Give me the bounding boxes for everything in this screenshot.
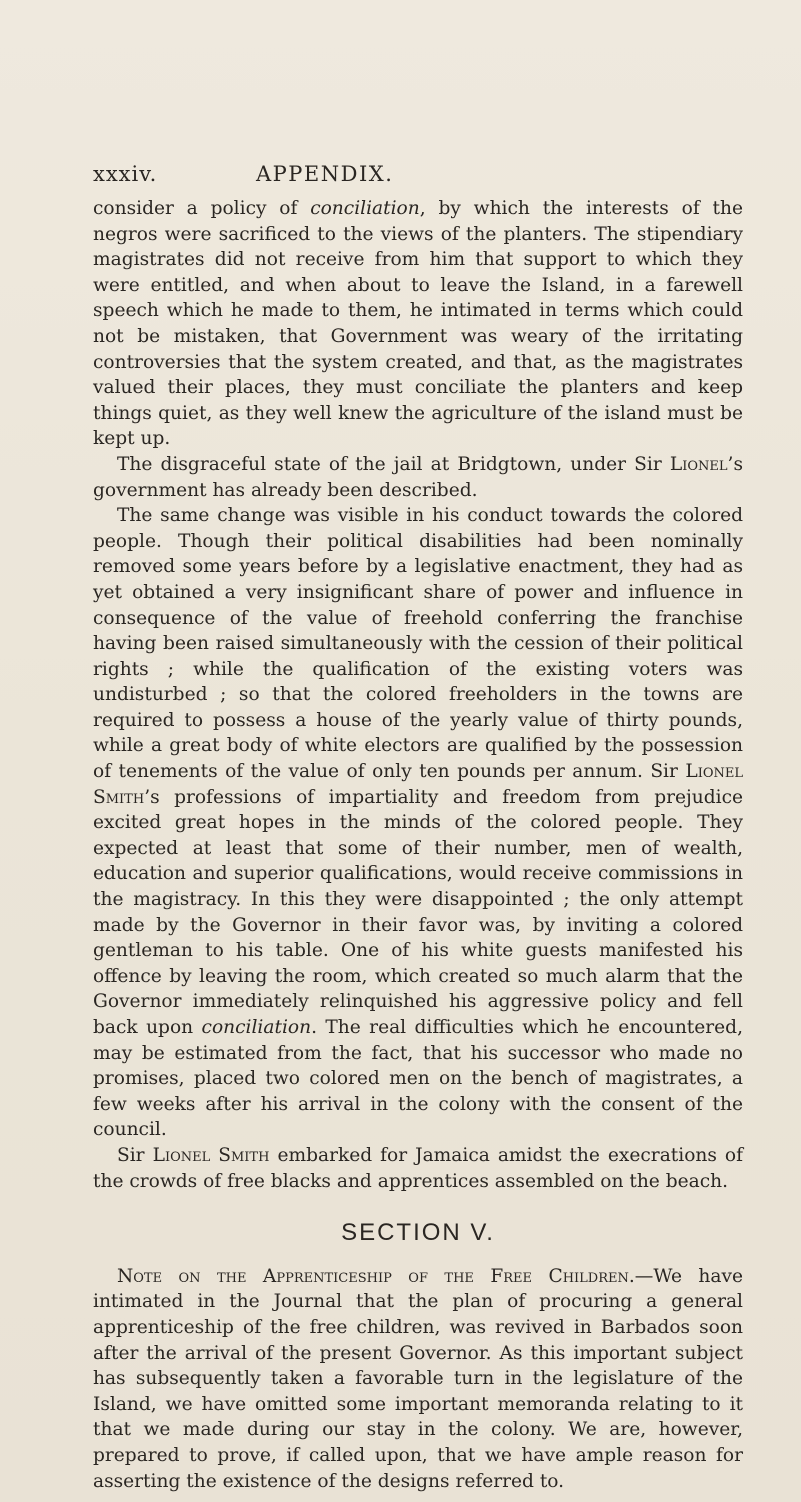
paragraph-4-name: Lionel Smith <box>152 1144 270 1166</box>
paragraph-3-italic: conciliation <box>201 1017 312 1038</box>
paragraph-1 <box>93 196 743 452</box>
page-body <box>93 196 743 1494</box>
paragraph-4-text-c: embarked for Jamaica amidst the execrations of the crowds of free blacks and apprentices assembled on the beach. <box>93 1144 743 1192</box>
paragraph-2-name: Lionel <box>669 453 728 475</box>
paragraph-3-name: Lionel Smith <box>93 761 743 808</box>
paragraph-1-text-c: , by which the interests of the negros were sacrificed to the views of the planters. The stipendiary magistrates did not receive from him that support to which they were entitled, and when about to leave the Island, in a farewell speech which he made to them, he intimated in terms which could not be mistaken, that Government was weary of the irritating controversies that the system created, and that, as the magistrates valued their places, they must conciliate the planters and keep things quiet, as they well knew the agriculture of the island must be kept up. <box>93 198 743 450</box>
paragraph-2-text-c: ’s government has already been described. <box>93 453 743 501</box>
paragraph-3 <box>93 503 743 1143</box>
paragraph-3-text-e: . The real difficulties which he encountered, may be estimated from the fact, that his successor who made no promises, placed two colored men on the bench of magistrates, a few weeks after his arrival in the colony with the consent of the council. <box>93 1017 743 1141</box>
page-number: xxxiv. <box>93 162 158 186</box>
paragraph-4 <box>93 1143 743 1194</box>
paragraph-2 <box>93 452 743 503</box>
page-header <box>93 150 741 190</box>
running-head: APPENDIX. <box>256 162 394 186</box>
paragraph-3-text-c: ’s professions of impartiality and freedom from prejudice excited great hopes in the minds of the colored people. They expected at least that some of their number, men of wealth, education and superior qualifications, would receive commissions in the magistracy. In this they were disappointed ; the only attempt made by the Governor in their favor was, by inviting a colored gentleman to his table. One of his white guests manifested his offence by leaving the room, which created so much alarm that the Governor immediately relinquished his aggressive policy and fell back upon <box>93 786 743 1038</box>
section-paragraph <box>93 1264 743 1494</box>
paragraph-1-text-a: consider a policy of <box>93 198 311 219</box>
section-heading: SECTION V. <box>341 1219 495 1247</box>
paragraph-1-italic: conciliation <box>310 198 420 219</box>
paragraph-4-text-a: Sir <box>117 1144 153 1166</box>
section-lead-in: Note on the Apprenticeship of the Free Children. <box>117 1265 635 1287</box>
paragraph-2-text-a: The disgraceful state of the jail at Bridgtown, under Sir <box>117 453 670 475</box>
paragraph-3-text-a: The same change was visible in his conduct towards the colored people. Though their political disabilities had been nominally removed some years before by a legislative enactment, they had as yet obtained a very insignificant share of power and influence in consequence of the value of freehold conferring the franchise having been raised simultaneously with the cession of their political rights ; while the qualification of the existing voters was undisturbed ; so that the colored freeholders in the towns are required to possess a house of the yearly value of thirty pounds, while a great body of white electors are qualified by the possession of tenements of the value of only ten pounds per annum. Sir <box>93 505 743 783</box>
section-text: —We have intimated in the Journal that the plan of procuring a general apprenticeship of the free children, was revived in Barbados soon after the arrival of the present Governor. As this important subject has subsequently taken a favorable turn in the legislature of the Island, we have omitted some important memoranda relating to it that we made during our stay in the colony. We are, however, prepared to prove, if called upon, that we have ample reason for asserting the existence of the designs referred to. <box>93 1265 743 1492</box>
